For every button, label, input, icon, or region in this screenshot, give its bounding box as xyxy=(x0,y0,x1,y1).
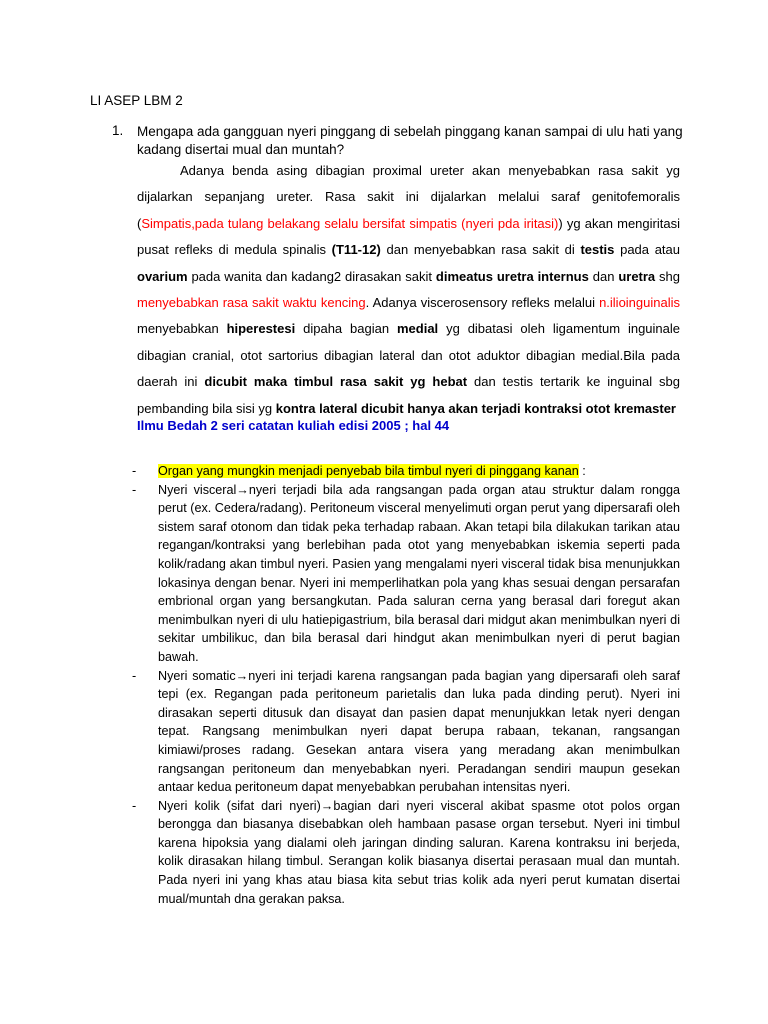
answer-bold-text: kontra lateral dicubit hanya akan terjadi kontraksi otot kremaster xyxy=(275,400,676,416)
answer-text: shg xyxy=(655,268,681,284)
answer-bold-text: dimeatus uretra internus xyxy=(435,268,589,284)
list-item xyxy=(132,481,680,667)
answer-text: yg dibatasi oleh ligamentum inguinale dibagian cranial, otot sartorius dibagian lateral dan otot aduktor dibagian medial.Bila pada daerah ini xyxy=(137,321,680,390)
bullet-dash: - xyxy=(132,482,137,497)
question-number: 1. xyxy=(112,123,124,138)
list-item xyxy=(132,797,680,909)
list-item xyxy=(132,667,680,797)
answer-text: Adanya benda asing dibagian proximal ureter akan menyebabkan rasa sakit yg dijalarkan sepanjang ureter. Rasa sakit ini dijalarkan melalui saraf genitofemoralis ( xyxy=(137,163,680,231)
answer-text: pada wanita dan kadang2 dirasakan sakit xyxy=(187,268,436,284)
list-item-text: : xyxy=(578,464,586,478)
bullet-dash: - xyxy=(132,464,137,478)
answer-bold-text: (T11-12) xyxy=(331,242,381,258)
answer-text: dan testis tertarik ke inguinal sbg pembanding bila sisi yg xyxy=(137,374,680,416)
answer-text: menyebabkan xyxy=(137,321,227,337)
list-item xyxy=(132,462,680,481)
answer-bold-text: ovarium xyxy=(137,268,188,284)
answer-paragraph xyxy=(137,158,680,422)
list-item-text: Nyeri somatic→nyeri ini terjadi karena rangsangan pada bagian yang dipersarafi oleh saraf tepi (ex. Regangan pada peritoneum parietalis dan luka pada dinding perut). Nyeri ini dirasakan seperti ditusuk dan disayat dan pasien dapat menunjukkan letak nyeri dengan tepat. Rangsang menimbulkan nyeri dapat berupa rabaan, tekanan, rangsangan kimiawi/proses radang. Gesekan antara visera yang meradang akan menimbulkan rangsangan peritoneum dan menyebabkan nyeri. Peradangan sendiri maupun gesekan antaar kedua peritoneum dapat menyebabkan perubahan intensitas nyeri. xyxy=(158,668,680,795)
highlighted-text: Organ yang mungkin menjadi penyebab bila timbul nyeri di pinggang kanan xyxy=(158,464,579,478)
answer-text: dipaha bagian xyxy=(295,321,397,337)
answer-bold-text: uretra xyxy=(618,268,656,284)
question-text: Mengapa ada gangguan nyeri pinggang di sebelah pinggang kanan sampai di ulu hati yang kadang disertai mual dan muntah? xyxy=(137,124,683,157)
answer-red-text: Simpatis,pada tulang belakang selalu bersifat simpatis (nyeri pda iritasi) xyxy=(141,215,559,231)
answer-text: ) yg akan mengiritasi pusat refleks di medula spinalis xyxy=(137,215,680,258)
list-item-text: Nyeri visceral→nyeri terjadi bila ada rangsangan pada organ atau struktur dalam rongga perut (ex. Cedera/radang). Peritoneum visceral menyelimuti organ perut yang dipersarafi oleh sistem saraf otonom dan tidak peka terhadap rabaan. Akan tetapi bila dilakukan tarikan atau regangan/kontraksi yang berlebihan pada otot yang menyebabkan iskemia seperti pada kolik/radang akan timbul nyeri. Pasien yang mengalami nyeri visceral tidak bisa menunjukkan lokasinya dengan benar. Nyeri ini memperlihatkan pola yang khas sesuai dengan persarafan embrional organ yang bersangkutan. Pada saluran cerna yang berasal dari foregut akan menimbulkan nyeri di ulu hatiepigastrium, bila berasal dari midgut akan menimbulkan nyeri di sekitar umbilikuc, dan bila berasal dari hindgut akan menimbulkan nyeri di perut bagian bawah. xyxy=(158,482,680,664)
answer-bold-text: hiperestesi xyxy=(226,321,296,337)
answer-text: pada atau xyxy=(614,242,681,258)
answer-red-text: n.ilioinguinalis xyxy=(599,295,681,311)
answer-bold-text: dicubit maka timbul rasa sakit yg hebat xyxy=(204,374,468,390)
answer-text: dan menyebabkan rasa sakit di xyxy=(380,242,581,258)
answer-bold-text: testis xyxy=(580,242,615,258)
source-citation: Ilmu Bedah 2 seri catatan kuliah edisi 2005 ; hal 44 xyxy=(137,418,450,433)
answer-red-text: menyebabkan rasa sakit waktu kencing xyxy=(137,295,366,311)
answer-text: dan xyxy=(588,268,619,284)
list-item-text: Nyeri kolik (sifat dari nyeri)→bagian dari nyeri visceral akibat spasme otot polos organ berongga dan biasanya disebabkan oleh hambaan pasase organ tersebut. Nyeri ini timbul karena hipoksia yang dialami oleh jaringan dinding saluran. Karena kontraksu ini berjeda, kolik dirasakan hilang timbul. Serangan kolik biasanya disertai perasaan mual dan muntah. Pada nyeri ini yang khas atau biasa kita sebut trias kolik ada nyeri perut kumatan disertai mual/muntah dna gerakan paksa. xyxy=(158,798,680,906)
answer-bold-text: medial xyxy=(396,321,439,337)
bullet-list xyxy=(132,462,680,908)
document-title: LI ASEP LBM 2 xyxy=(90,93,183,108)
bullet-dash: - xyxy=(132,668,137,683)
answer-text: . Adanya viscerosensory refleks melalui xyxy=(365,295,600,311)
bullet-dash: - xyxy=(132,798,137,813)
